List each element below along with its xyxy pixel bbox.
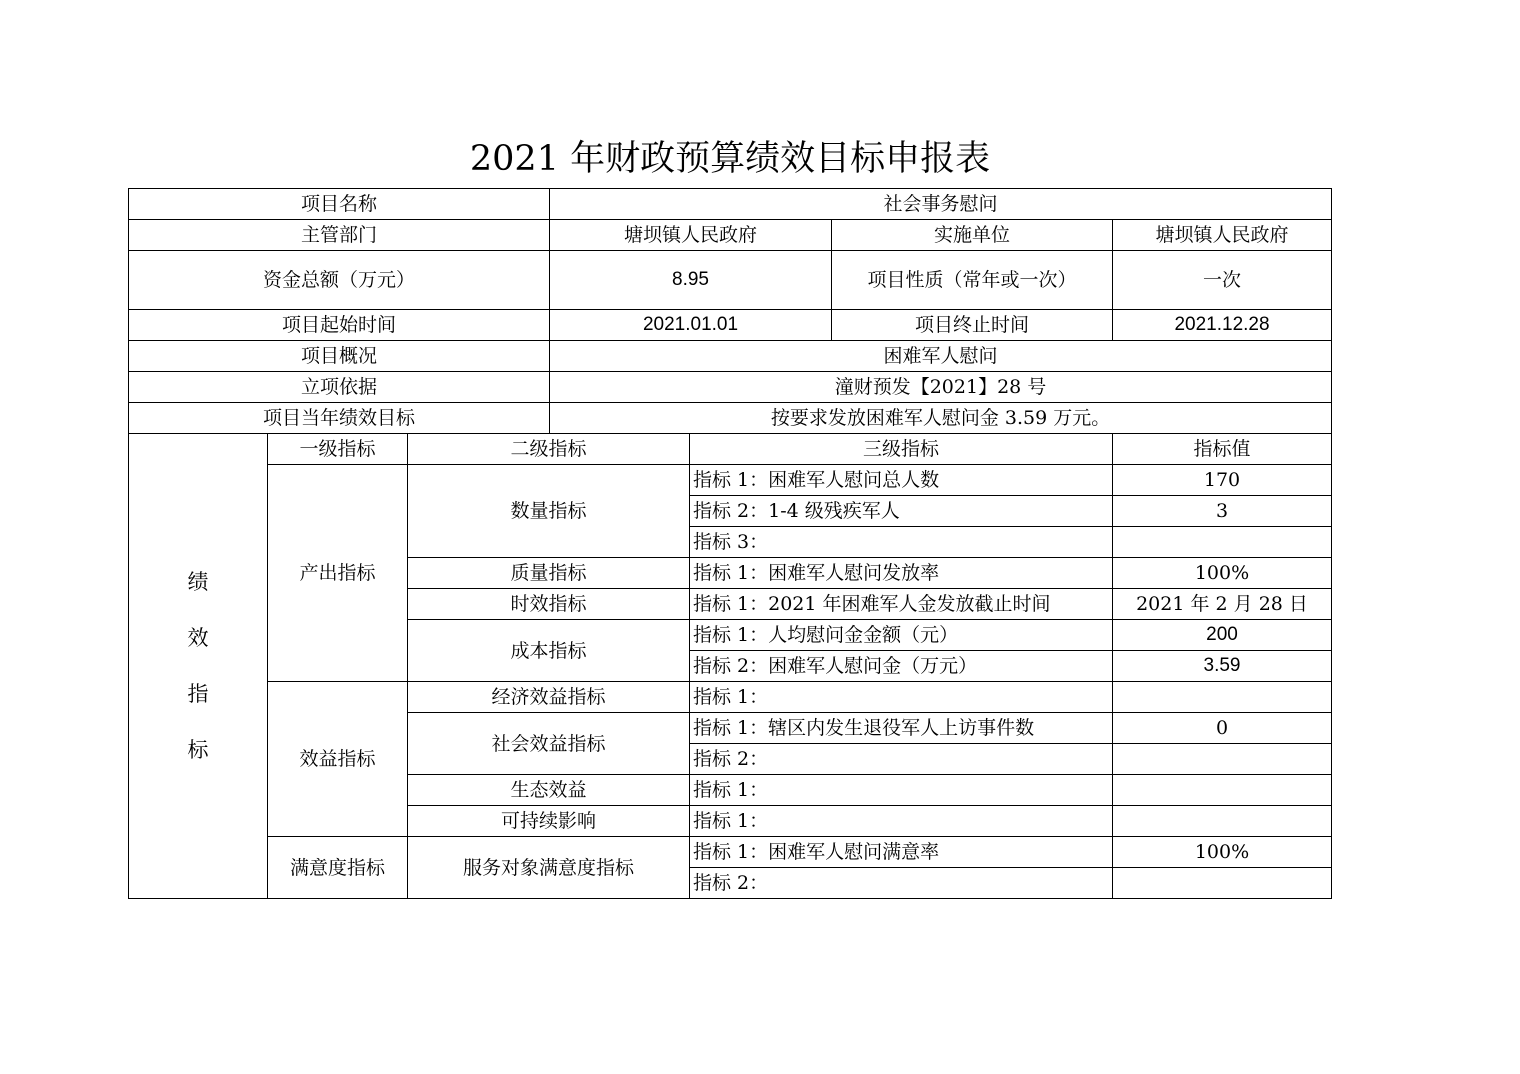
section-char-4: 标 [187,738,209,762]
project-nature-label: 项目性质（常年或一次） [832,251,1113,310]
eco-indicator-label: 生态效益 [408,775,690,806]
row-indicator-header [129,434,1332,465]
row-overview [129,341,1332,372]
section-char-2: 效 [187,626,209,650]
basis-label: 立项依据 [129,372,550,403]
satisfaction-indicator-2-value [1113,868,1332,899]
row-basis [129,372,1332,403]
dept-value: 塘坝镇人民政府 [550,220,832,251]
funds-label: 资金总额（万元） [129,251,550,310]
quantity-indicator-3-value [1113,527,1332,558]
col-value-header: 指标值 [1113,434,1332,465]
table-row [129,682,1332,713]
timeliness-indicator-1-value: 2021 年 2 月 28 日 [1113,589,1332,620]
basis-value: 潼财预发【2021】28 号 [550,372,1332,403]
project-name-label: 项目名称 [129,189,550,220]
impl-unit-value: 塘坝镇人民政府 [1113,220,1332,251]
sustain-indicator-1-value [1113,806,1332,837]
quality-indicator-1-value: 100% [1113,558,1332,589]
section-char-3: 指 [187,682,209,706]
row-dates [129,310,1332,341]
cost-indicator-1-value: 200 [1113,620,1332,651]
end-time-label: 项目终止时间 [832,310,1113,341]
col-level3-header: 三级指标 [690,434,1113,465]
performance-target-table [128,188,1332,899]
cost-indicator-2-value: 3.59 [1113,651,1332,682]
eco-indicator-1: 指标 1： [690,775,1113,806]
page-title: 2021 年财政预算绩效目标申报表 [469,139,991,179]
row-annual-goal [129,403,1332,434]
quantity-indicator-2-value: 3 [1113,496,1332,527]
quality-indicator-label: 质量指标 [408,558,690,589]
overview-label: 项目概况 [129,341,550,372]
funds-value: 8.95 [550,251,832,310]
row-department [129,220,1332,251]
project-nature-value: 一次 [1113,251,1332,310]
timeliness-indicator-1: 指标 1：2021 年困难军人金发放截止时间 [690,589,1113,620]
sustain-indicator-label: 可持续影响 [408,806,690,837]
quality-indicator-1: 指标 1：困难军人慰问发放率 [690,558,1113,589]
col-level1-header: 一级指标 [268,434,408,465]
service-satisfaction-label: 服务对象满意度指标 [408,837,690,899]
economic-indicator-1-value [1113,682,1332,713]
col-level2-header: 二级指标 [408,434,690,465]
start-time-label: 项目起始时间 [129,310,550,341]
row-project-name [129,189,1332,220]
satisfaction-indicator-1-value: 100% [1113,837,1332,868]
social-indicator-1-value: 0 [1113,713,1332,744]
economic-indicator-label: 经济效益指标 [408,682,690,713]
end-time-value: 2021.12.28 [1113,310,1332,341]
start-time-value: 2021.01.01 [550,310,832,341]
eco-indicator-1-value [1113,775,1332,806]
quantity-indicator-1: 指标 1：困难军人慰问总人数 [690,465,1113,496]
economic-indicator-1: 指标 1： [690,682,1113,713]
dept-label: 主管部门 [129,220,550,251]
row-funds [129,251,1332,310]
quantity-indicator-3: 指标 3： [690,527,1113,558]
cost-indicator-1: 指标 1：人均慰问金金额（元） [690,620,1113,651]
benefit-indicator-label: 效益指标 [268,682,408,837]
output-indicator-label: 产出指标 [268,465,408,682]
quantity-indicator-1-value: 170 [1113,465,1332,496]
cost-indicator-label: 成本指标 [408,620,690,682]
cost-indicator-2: 指标 2：困难军人慰问金（万元） [690,651,1113,682]
section-char-1: 绩 [187,570,209,594]
table-row [129,837,1332,868]
annual-goal-value: 按要求发放困难军人慰问金 3.59 万元。 [550,403,1332,434]
annual-goal-label: 项目当年绩效目标 [129,403,550,434]
social-indicator-2-value [1113,744,1332,775]
indicator-section-label [129,434,268,899]
quantity-indicator-2: 指标 2：1-4 级残疾军人 [690,496,1113,527]
quantity-indicator-label: 数量指标 [408,465,690,558]
social-indicator-label: 社会效益指标 [408,713,690,775]
impl-unit-label: 实施单位 [832,220,1113,251]
project-name-value: 社会事务慰问 [550,189,1332,220]
satisfaction-indicator-1: 指标 1：困难军人慰问满意率 [690,837,1113,868]
social-indicator-1: 指标 1：辖区内发生退役军人上访事件数 [690,713,1113,744]
timeliness-indicator-label: 时效指标 [408,589,690,620]
satisfaction-indicator-2: 指标 2： [690,868,1113,899]
overview-value: 困难军人慰问 [550,341,1332,372]
sustain-indicator-1: 指标 1： [690,806,1113,837]
table-row [129,465,1332,496]
satisfaction-indicator-label: 满意度指标 [268,837,408,899]
social-indicator-2: 指标 2： [690,744,1113,775]
